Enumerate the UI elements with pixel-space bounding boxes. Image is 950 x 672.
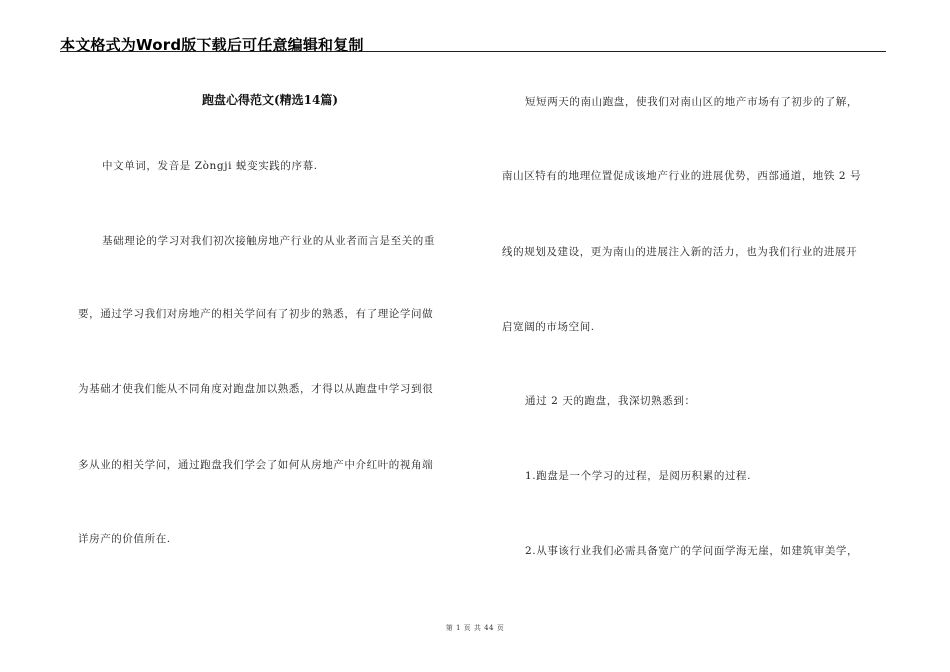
right-paragraph-line: 南山区特有的地理位置促成该地产行业的进展优势，西部通道，地铁 2 号 xyxy=(502,170,862,182)
right-paragraph-line: 通过 2 天的跑盘，我深切熟悉到： xyxy=(525,395,696,407)
right-paragraph-line: 启宽阔的市场空间. xyxy=(502,321,595,333)
left-paragraph-line: 为基础才使我们能从不同角度对跑盘加以熟悉，才得以从跑盘中学习到很 xyxy=(78,383,434,395)
left-paragraph-line: 基础理论的学习对我们初次接触房地产行业的从业者而言是至关的重 xyxy=(102,235,435,247)
right-paragraph-line: 2.从事该行业我们必需具备宽广的学问面学海无崖，如建筑审美学， xyxy=(525,545,859,557)
left-paragraph-line: 要，通过学习我们对房地产的相关学问有了初步的熟悉，有了理论学问做 xyxy=(78,308,434,320)
left-paragraph-line: 中文单词，发音是 Zòngji 蜕变实践的序幕. xyxy=(102,160,318,172)
left-paragraph-line: 详房产的价值所在. xyxy=(78,533,171,545)
right-paragraph-line: 短短两天的南山跑盘，使我们对南山区的地产市场有了初步的了解， xyxy=(525,96,858,108)
right-paragraph-line: 1.跑盘是一个学习的过程，是阅历积累的过程. xyxy=(525,470,752,482)
page-number-footer: 第 1 页 共 44 页 xyxy=(445,624,505,632)
document-title: 跑盘心得范文(精选14篇) xyxy=(201,93,339,107)
left-paragraph-line: 多从业的相关学问，通过跑盘我们学会了如何从房地产中介红叶的视角端 xyxy=(78,459,434,471)
document-header-banner: 本文格式为Word版下载后可任意编辑和复制 xyxy=(60,36,364,54)
header-divider xyxy=(60,51,886,52)
right-paragraph-line: 线的规划及建设，更为南山的进展注入新的活力，也为我们行业的进展开 xyxy=(502,246,858,258)
